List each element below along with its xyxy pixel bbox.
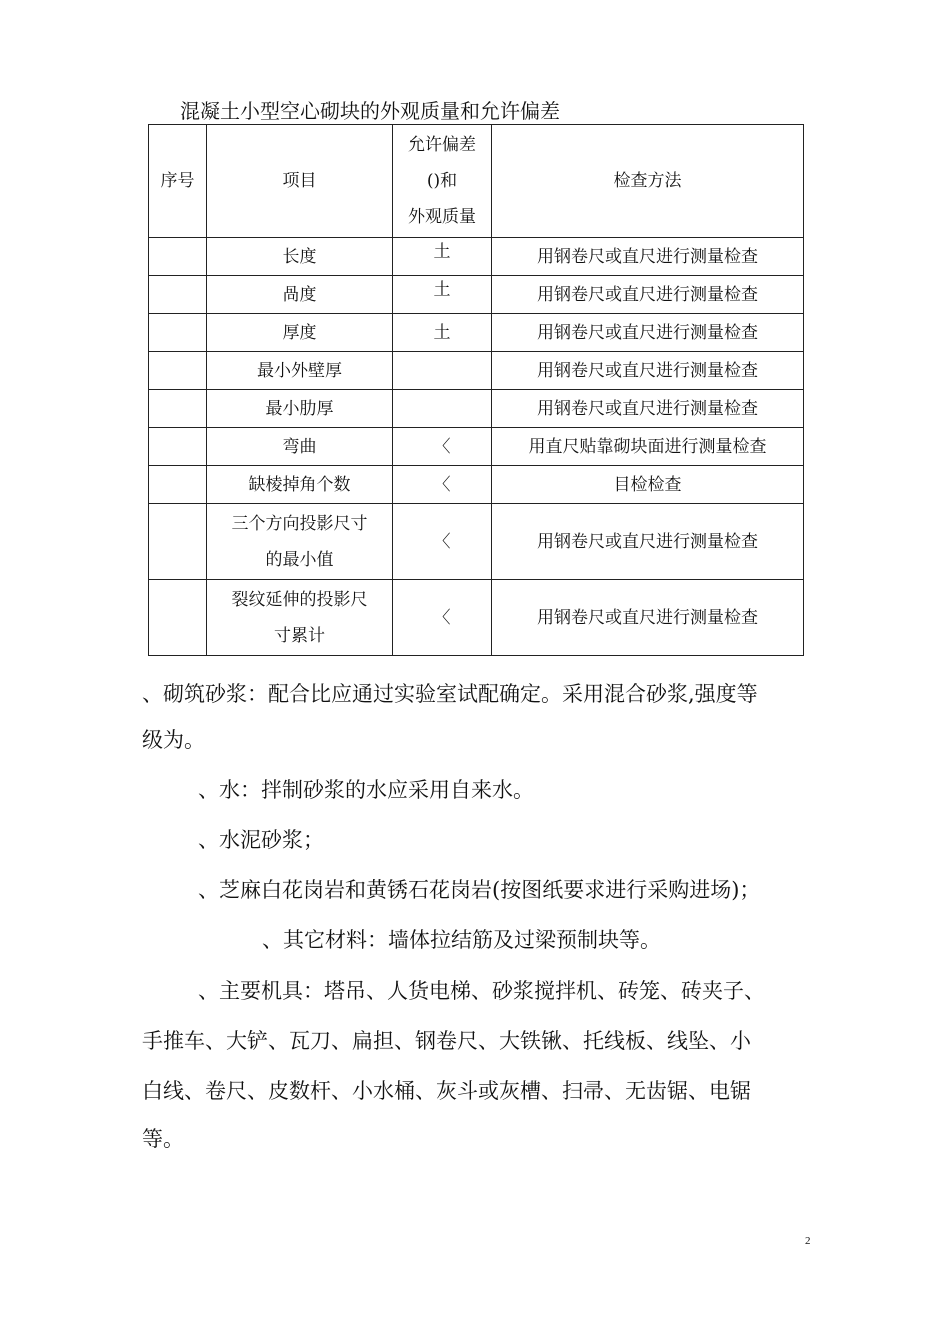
cell-no bbox=[149, 504, 207, 580]
cell-no bbox=[149, 238, 207, 276]
header-tolerance-line2: ()和 bbox=[426, 171, 458, 191]
cell-method: 目检检查 bbox=[492, 466, 804, 504]
cell-item bbox=[207, 580, 393, 656]
table-row bbox=[149, 276, 804, 314]
cell-no bbox=[149, 276, 207, 314]
cell-item bbox=[207, 504, 393, 580]
header-item: 项目 bbox=[207, 125, 393, 238]
cell-tolerance: 〈 bbox=[393, 428, 492, 466]
cell-no bbox=[149, 390, 207, 428]
table-row bbox=[149, 352, 804, 390]
cell-no bbox=[149, 314, 207, 352]
cell-no bbox=[149, 580, 207, 656]
cell-tolerance bbox=[393, 352, 492, 390]
cell-item: 缺棱掉角个数 bbox=[207, 466, 393, 504]
cell-method: 用直尺贴靠砌块面进行测量检查 bbox=[492, 428, 804, 466]
cell-no bbox=[149, 352, 207, 390]
table-row bbox=[149, 428, 804, 466]
header-no: 序号 bbox=[149, 125, 207, 238]
table-row bbox=[149, 580, 804, 656]
cell-no bbox=[149, 428, 207, 466]
paragraph-cement-mortar: 、水泥砂浆； bbox=[198, 828, 324, 852]
paragraph-tools-line4: 等。 bbox=[142, 1127, 184, 1151]
cell-method: 用钢卷尺或直尺进行测量检查 bbox=[492, 314, 804, 352]
table-row bbox=[149, 390, 804, 428]
cell-tolerance: 〈 bbox=[393, 466, 492, 504]
page-number: 2 bbox=[805, 1235, 811, 1247]
header-tolerance-line1: 允许偏差 bbox=[408, 135, 476, 155]
quality-table bbox=[148, 124, 804, 656]
cell-tolerance: 土 bbox=[393, 238, 492, 276]
cell-item: 最小肋厚 bbox=[207, 390, 393, 428]
paragraph-granite: 、芝麻白花岗岩和黄锈石花岗岩(按图纸要求进行采购进场)； bbox=[198, 878, 761, 902]
cell-item-line2: 的最小值 bbox=[265, 549, 334, 570]
cell-tolerance: 〈 bbox=[393, 504, 492, 580]
paragraph-other-materials: 、其它材料：墙体拉结筋及过梁预制块等。 bbox=[262, 928, 661, 952]
table-row bbox=[149, 238, 804, 276]
table-row bbox=[149, 504, 804, 580]
cell-method: 用钢卷尺或直尺进行测量检查 bbox=[492, 504, 804, 580]
cell-no bbox=[149, 466, 207, 504]
cell-item: 最小外壁厚 bbox=[207, 352, 393, 390]
cell-item: 咼度 bbox=[207, 276, 393, 314]
paragraph-tools-line1: 、主要机具：塔吊、人货电梯、砂浆搅拌机、砖笼、砖夹子、 bbox=[198, 979, 765, 1003]
cell-item: 弯曲 bbox=[207, 428, 393, 466]
paragraph-water: 、水：拌制砂浆的水应采用自来水。 bbox=[198, 778, 534, 802]
cell-item-line1: 三个方向投影尺寸 bbox=[231, 513, 368, 534]
cell-method: 用钢卷尺或直尺进行测量检查 bbox=[492, 276, 804, 314]
cell-method: 用钢卷尺或直尺进行测量检查 bbox=[492, 238, 804, 276]
cell-item: 长度 bbox=[207, 238, 393, 276]
cell-tolerance: 土 bbox=[393, 276, 492, 314]
paragraph-tools-line3: 白线、卷尺、皮数杆、小水桶、灰斗或灰槽、扫帚、无齿锯、电锯 bbox=[142, 1079, 751, 1103]
paragraph-tools-line2: 手推车、大铲、瓦刀、扁担、钢卷尺、大铁锹、托线板、线坠、小 bbox=[142, 1029, 751, 1053]
cell-item-line2: 寸累计 bbox=[274, 625, 325, 646]
paragraph-mortar-line1: 、砌筑砂浆：配合比应通过实验室试配确定。采用混合砂浆,强度等 bbox=[142, 682, 758, 706]
table-row bbox=[149, 314, 804, 352]
cell-method: 用钢卷尺或直尺进行测量检查 bbox=[492, 352, 804, 390]
header-tolerance-line3: 外观质量 bbox=[408, 207, 476, 227]
cell-tolerance: 土 bbox=[393, 314, 492, 352]
table-header-row bbox=[149, 125, 804, 238]
cell-tolerance bbox=[393, 390, 492, 428]
paragraph-mortar-line2: 级为。 bbox=[142, 728, 205, 752]
header-method: 检查方法 bbox=[492, 125, 804, 238]
cell-method: 用钢卷尺或直尺进行测量检查 bbox=[492, 390, 804, 428]
cell-tolerance: 〈 bbox=[393, 580, 492, 656]
table-row bbox=[149, 466, 804, 504]
cell-item-line1: 裂纹延伸的投影尺 bbox=[231, 589, 368, 610]
cell-item: 厚度 bbox=[207, 314, 393, 352]
table-title: 混凝土小型空心砌块的外观质量和允许偏差 bbox=[180, 99, 560, 123]
cell-method: 用钢卷尺或直尺进行测量检查 bbox=[492, 580, 804, 656]
header-tolerance bbox=[393, 125, 492, 238]
